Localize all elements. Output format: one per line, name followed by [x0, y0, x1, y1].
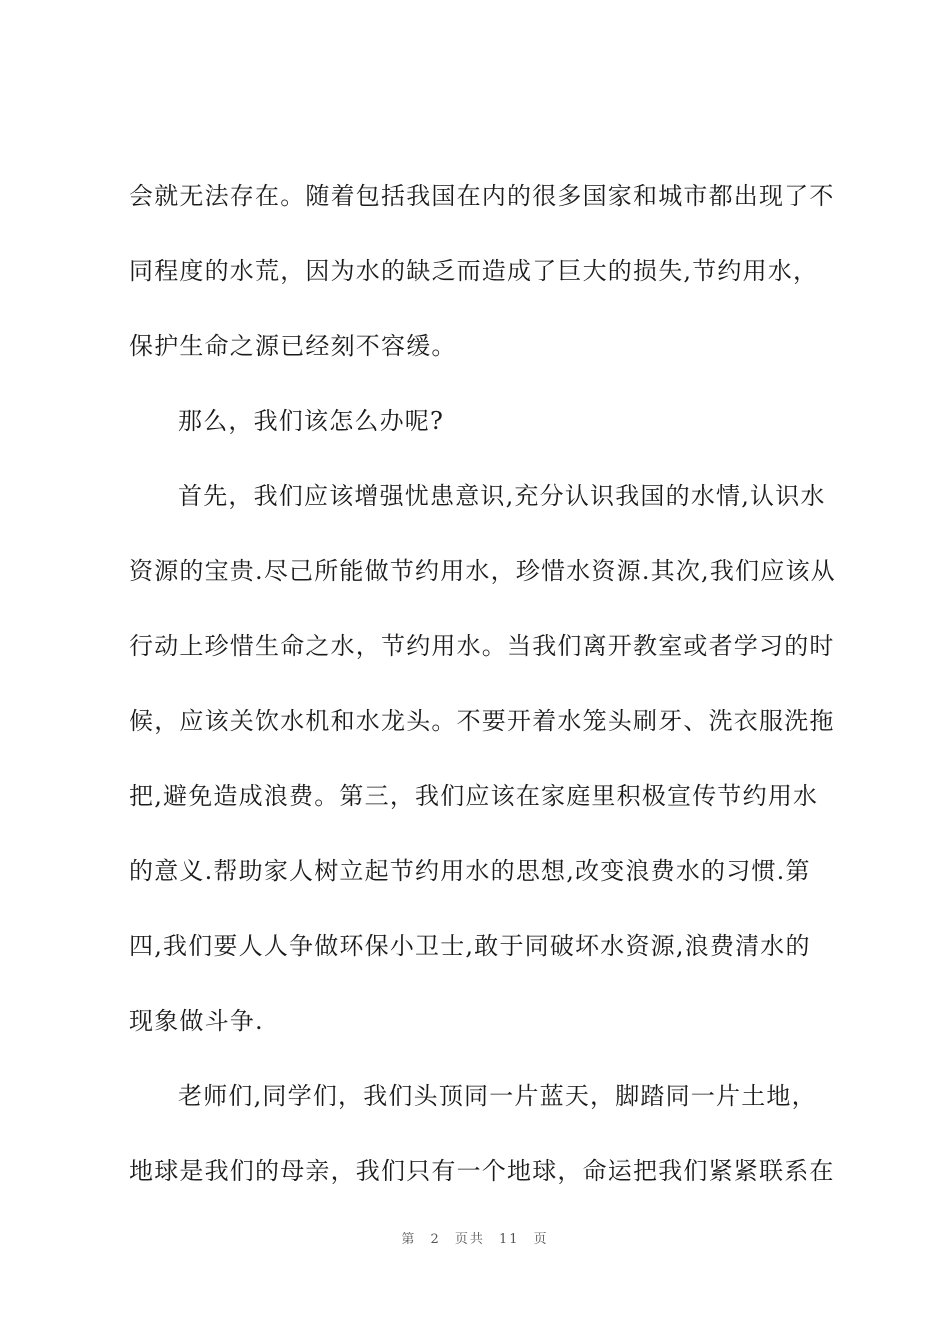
text-line: 的意义.帮助家人树立起节约用水的思想,改变浪费水的习惯.第	[129, 857, 811, 885]
text-line: 现象做斗争.	[129, 1007, 264, 1035]
text-line: 四,我们要人人争做环保小卫士,敢于同破坏水资源,浪费清水的	[129, 932, 811, 960]
paragraph-line: 老师们,同学们，我们头顶同一片蓝天，脚踏同一片土地，	[178, 1082, 817, 1110]
text-line: 行动上珍惜生命之水，节约用水。当我们离开教室或者学习的时	[129, 632, 835, 660]
text-line: 资源的宝贵.尽己所能做节约用水，珍惜水资源.其次,我们应该从	[129, 557, 836, 585]
text-line: 会就无法存在。随着包括我国在内的很多国家和城市都出现了不	[129, 182, 835, 210]
text-line: 地球是我们的母亲，我们只有一个地球，命运把我们紧紧联系在	[129, 1157, 835, 1185]
text-line: 候，应该关饮水机和水龙头。不要开着水笼头刷牙、洗衣服洗拖	[129, 707, 835, 735]
paragraph-line: 那么，我们该怎么办呢?	[178, 407, 445, 435]
text-line: 保护生命之源已经刻不容缓。	[129, 332, 457, 360]
page-number-footer: 第 2 页共 11 页	[401, 1232, 549, 1247]
paragraph-line: 首先，我们应该增强忧患意识,充分认识我国的水情,认识水	[178, 482, 826, 510]
text-line: 同程度的水荒，因为水的缺乏而造成了巨大的损失,节约用水，	[129, 257, 819, 285]
text-line: 把,避免造成浪费。第三，我们应该在家庭里积极宣传节约用水	[129, 782, 819, 810]
